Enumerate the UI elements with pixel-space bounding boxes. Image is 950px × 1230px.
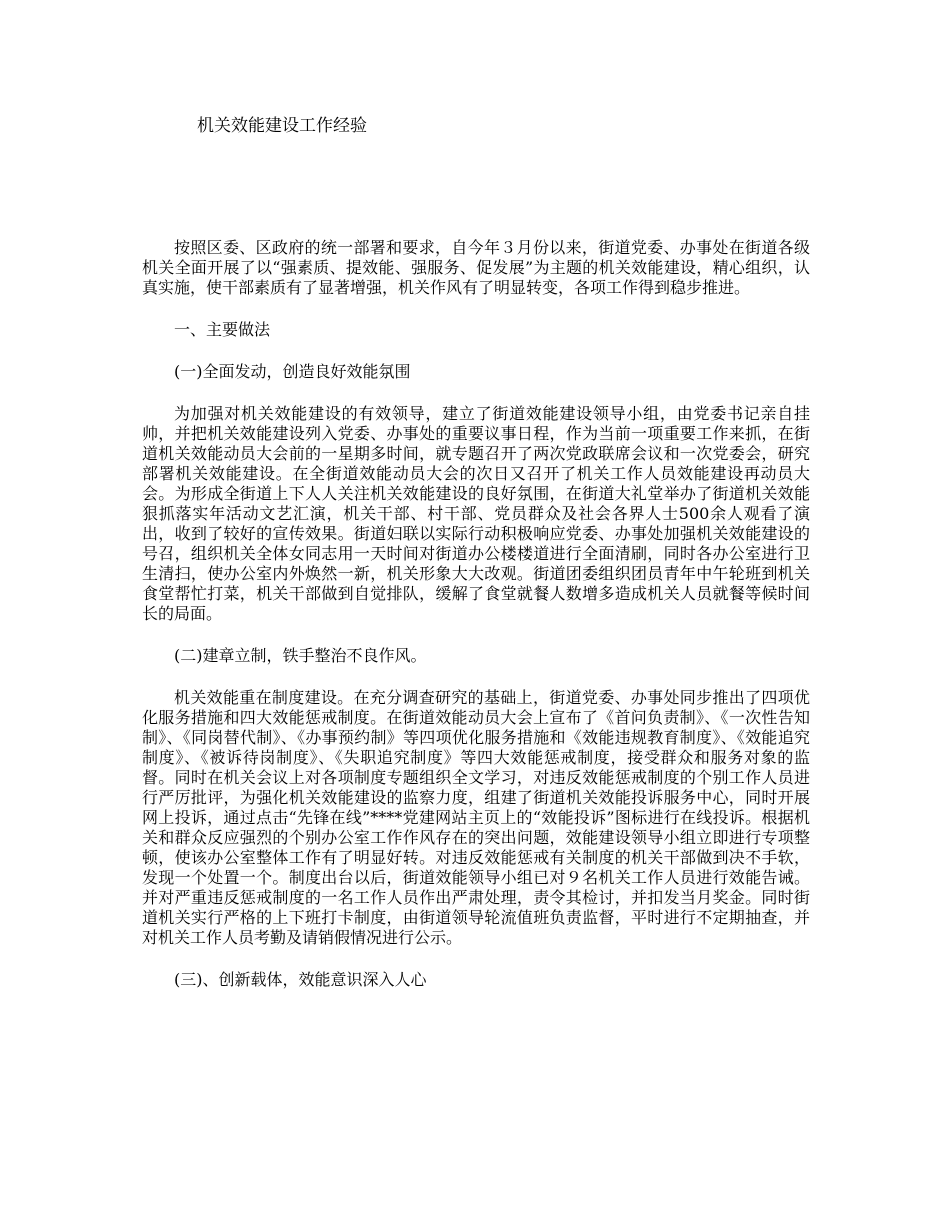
intro-paragraph: 按照区委、区政府的统一部署和要求，自今年３月份以来，街道党委、办事处在街道各级机关全面开展了以“强素质、提效能、强服务、促发展”为主题的机关效能建设，精心组织，认真实施，使干部素质有了显著增强，机关作风有了明显转变，各项工作得到稳步推进。	[142, 238, 810, 297]
subsection-heading-3: (三)、创新载体，效能意识深入人心	[174, 970, 427, 989]
subsection-1-paragraph: 为加强对机关效能建设的有效领导，建立了街道效能建设领导小组，由党委书记亲自挂帅，并把机关效能建设列入党委、办事处的重要议事日程，作为当前一项重要工作来抓，在街道机关效能动员大会前的一星期多时间，就专题召开了两次党政联席会议和一次党委会，研究部署机关效能建设。在全街道效能动员大会的次日又召开了机关工作人员效能建设再动员大会。为形成全街道上下人人关注机关效能建设的良好氛围，在街道大礼堂举办了街道机关效能狠抓落实年活动文艺汇演，机关干部、村干部、党员群众及社会各界人士500余人观看了演出，收到了较好的宣传效果。街道妇联以实际行动积极响应党委、办事处加强机关效能建设的号召，组织机关全体女同志用一天时间对街道办公楼楼道进行全面清刷，同时各办公室进行卫生清扫，使办公室内外焕然一新，机关形象大大改观。街道团委组织团员青年中午轮班到机关食堂帮忙打菜，机关干部做到自觉排队，缓解了食堂就餐人数增多造成机关人员就餐等候时间长的局面。	[142, 404, 810, 623]
section-heading-main-practices: 一、主要做法	[174, 320, 271, 339]
document-body	[142, 238, 810, 1012]
document-title: 机关效能建设工作经验	[197, 116, 367, 136]
subsection-heading-1: (一)全面发动，创造良好效能氛围	[174, 362, 411, 381]
subsection-2-paragraph: 机关效能重在制度建设。在充分调查研究的基础上，街道党委、办事处同步推出了四项优化服务措施和四大效能惩戒制度。在街道效能动员大会上宣布了《首问负责制》、《一次性告知制》、《同岗替代制》、《办事预约制》等四项优化服务措施和《效能违规教育制度》、《效能追究制度》、《被诉待岗制度》、《失职追究制度》等四大效能惩戒制度，接受群众和服务对象的监督。同时在机关会议上对各项制度专题组织全文学习，对违反效能惩戒制度的个别工作人员进行严厉批评，为强化机关效能建设的监察力度，组建了街道机关效能投诉服务中心，同时开展网上投诉，通过点击“先锋在线”****党建网站主页上的“效能投诉”图标进行在线投诉。根据机关和群众反应强烈的个别办公室工作作风存在的突出问题，效能建设领导小组立即进行专项整顿，使该办公室整体工作有了明显好转。对违反效能惩戒有关制度的机关干部做到决不手软，发现一个处置一个。制度出台以后，街道效能领导小组已对９名机关工作人员进行效能告诫。并对严重违反惩戒制度的一名工作人员作出严肃处理，责令其检讨，并扣发当月奖金。同时街道机关实行严格的上下班打卡制度，由街道领导轮流值班负责监督，平时进行不定期抽查，并对机关工作人员考勤及请销假情况进行公示。	[142, 688, 810, 947]
subsection-heading-2: (二)建章立制，铁手整治不良作风。	[174, 646, 427, 665]
